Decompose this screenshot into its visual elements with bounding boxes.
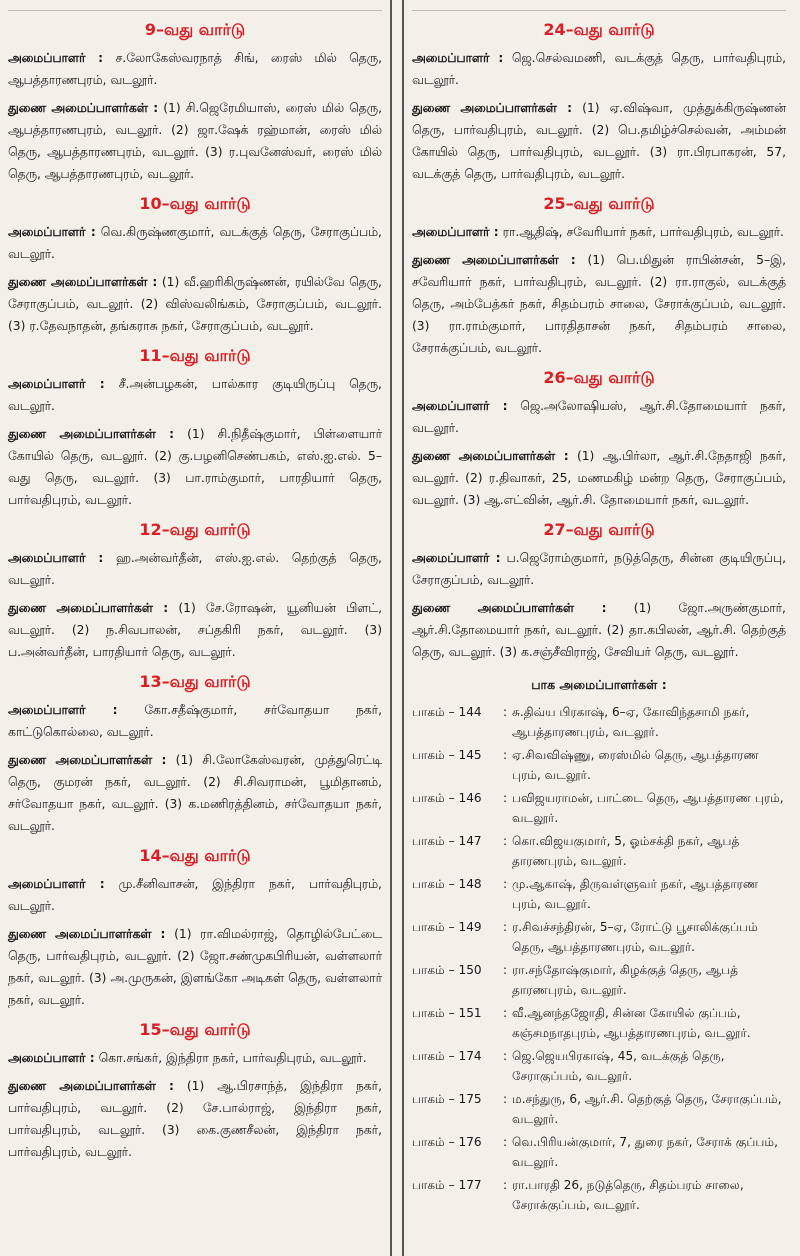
leader-entry: [412, 47, 786, 91]
part-text: சு.திவ்ய பிரகாஷ், 6–ஏ, கோவிந்தசாமி நகர், ஆபத்தாரணபுரம், வடலூர்.: [512, 705, 750, 739]
leader-text: ரா.ஆதிஷ், சவேரியார் நகர், பார்வதிபுரம், வடலூர்.: [502, 225, 784, 239]
part-separator: :: [502, 1135, 508, 1149]
leader-label: அமைப்பாளர் :: [8, 703, 118, 717]
deputies-entry: [412, 445, 786, 511]
deputies-text: (1) சி.லோகேஸ்வரன், முத்துரெட்டி தெரு, குமரன் நகர், வடலூர். (2) சி.சிவராமன், பூமிதானம், சர்வோதயா நகர், வடலூர். (3) க.மணிரத்தினம், சர்வோதயா நகர், வடலூர்.: [8, 753, 382, 833]
part-text: ஏ.சிவவிஷ்ணு, ரைஸ்மில் தெரு, ஆபத்தாரண புரம், வடலூர்.: [512, 748, 759, 782]
part-separator: :: [502, 963, 508, 977]
deputies-label: துணை அமைப்பாளர்கள் :: [8, 1079, 174, 1093]
leader-label: அமைப்பாளர் :: [8, 877, 105, 891]
leader-text: கொ.சங்கர், இந்திரா நகர், பார்வதிபுரம், வடலூர்.: [98, 1051, 367, 1065]
deputies-label: துணை அமைப்பாளர்கள் :: [8, 275, 158, 289]
leader-label: அமைப்பாளர் :: [412, 225, 499, 239]
part-label: பாகம் – 145: [412, 748, 482, 762]
part-label: பாகம் – 174: [412, 1049, 482, 1063]
deputies-entry: [8, 423, 382, 511]
leader-text: ஜெ.செல்வமணி, வடக்குத் தெரு, பார்வதிபுரம், வடலூர்.: [412, 51, 786, 87]
part-separator: :: [502, 791, 508, 805]
leader-text: ச.லோகேஸ்வரநாத் சிங், ரைஸ் மில் தெரு, ஆபத்தாரணபுரம், வடலூர்.: [8, 51, 382, 87]
part-row: [412, 745, 786, 785]
leader-text: மு.சீனிவாசன், இந்திரா நகர், பார்வதிபுரம், வடலூர்.: [8, 877, 382, 913]
part-row: [412, 917, 786, 957]
ward-block: [8, 846, 382, 1011]
part-label: பாகம் – 144: [412, 705, 482, 719]
leader-entry: [412, 395, 786, 439]
leader-entry: [8, 873, 382, 917]
part-label: பாகம் – 177: [412, 1178, 482, 1192]
cut-off-text-top: [8, 6, 382, 11]
deputies-text: (1) ரா.விமல்ராஜ், தொழில்பேட்டை தெரு, பார்வதிபுரம், வடலூர். (2) ஜோ.சண்முகபிரியன், வள்ளலார் நகர், வடலூர். (3) அ.முருகன், இளங்கோ அடிகள் தெரு, வள்ளலார் நகர், வடலூர்.: [8, 927, 382, 1007]
leader-label: அமைப்பாளர் :: [8, 225, 96, 239]
deputies-label: துணை அமைப்பாளர்கள் :: [412, 449, 569, 463]
part-separator: :: [502, 1006, 508, 1020]
part-separator: :: [502, 1092, 508, 1106]
ward-title: 26–வது வார்டு: [543, 368, 655, 387]
deputies-entry: [8, 923, 382, 1011]
part-label: பாகம் – 149: [412, 920, 482, 934]
part-row: [412, 1089, 786, 1129]
deputies-text: (1) ஏ.விஷ்வா, முத்துக்கிருஷ்ணன் தெரு, பார்வதிபுரம், வடலூர். (2) பெ.தமிழ்ச்செல்வன், அம்மன் கோயில் தெரு, பார்வதிபுரம், வடலூர். (3) ரா.பிரபாகரன், 57, வடக்குத் தெரு, பார்வதிபுரம், வடலூர்.: [412, 101, 786, 181]
deputies-text: (1) ஆ.பிரசாந்த், இந்திரா நகர், பார்வதிபுரம், வடலூர். (2) சே.பால்ராஜ், இந்திரா நகர், பார்வதிபுரம், வடலூர். (3) கை.குணசீலன், இந்திரா நகர், பார்வதிபுரம், வடலூர்.: [8, 1079, 382, 1159]
leader-entry: [412, 221, 786, 243]
part-row: [412, 702, 786, 742]
deputies-label: துணை அமைப்பாளர்கள் :: [8, 601, 169, 615]
part-text: ர.சிவச்சந்திரன், 5–ஏ, ரோட்டு பூசாலிக்குப்பம் தெரு, ஆபத்தாரணபுரம், வடலூர்.: [512, 920, 758, 954]
deputies-entry: [8, 271, 382, 337]
ward-block: [412, 368, 786, 511]
leader-entry: [8, 1047, 382, 1069]
part-label: பாகம் – 151: [412, 1006, 482, 1020]
ward-title: 11–வது வார்டு: [139, 346, 251, 365]
leader-text: வெ.கிருஷ்ணகுமார், வடக்குத் தெரு, சேராகுப்பம், வடலூர்.: [8, 225, 382, 261]
ward-title: 25–வது வார்டு: [543, 194, 655, 213]
leader-label: அமைப்பாளர் :: [8, 377, 105, 391]
deputies-text: (1) சி.ஜெரேமியாஸ், ரைஸ் மில் தெரு, ஆபத்தாரணபுரம், வடலூர். (2) ஜா.ஷேக் ரஹ்மான், ரைஸ் மில் தெரு, ஆபத்தாரணபுரம், வடலூர். (3) ர.புவனேஸ்வர், ரைஸ் மில் தெரு, ஆபத்தாரணபுரம், வடலூர்.: [8, 101, 382, 181]
leader-entry: [8, 373, 382, 417]
part-text: கொ.விஜயகுமார், 5, ஓம்சக்தி நகர், ஆபத் தாரணபுரம், வடலூர்.: [512, 834, 740, 868]
part-row: [412, 831, 786, 871]
leader-entry: [8, 547, 382, 591]
part-separator: :: [502, 877, 508, 891]
deputies-entry: [8, 597, 382, 663]
cut-off-text-top: [412, 6, 786, 11]
ward-block: [412, 20, 786, 185]
leader-label: அமைப்பாளர் :: [412, 551, 501, 565]
ward-block: [8, 1020, 382, 1163]
part-separator: :: [502, 748, 508, 762]
part-row: [412, 788, 786, 828]
part-text: ரா.சந்தோஷ்குமார், கிழக்குத் தெரு, ஆபத் தாரணபுரம், வடலூர்.: [512, 963, 739, 997]
parts-list: [412, 702, 786, 1215]
ward-block: [8, 346, 382, 511]
part-row: [412, 1046, 786, 1086]
deputies-text: (1) சி.நிதீஷ்குமார், பிள்ளையார் கோயில் தெரு, வடலூர். (2) கு.பழனிசெண்பகம், எஸ்.ஐ.எல். 5–வது தெரு, வடலூர். (3) பா.ராம்குமார், பாரதியார் தெரு, பார்வதிபுரம், வடலூர்.: [8, 427, 382, 507]
part-row: [412, 1003, 786, 1043]
deputies-label: துணை அமைப்பாளர்கள் :: [412, 253, 576, 267]
ward-title: 27–வது வார்டு: [543, 520, 655, 539]
ward-block: [8, 194, 382, 337]
leader-label: அமைப்பாளர் :: [8, 1051, 95, 1065]
part-row: [412, 960, 786, 1000]
left-column: [0, 0, 392, 1256]
part-separator: :: [502, 1049, 508, 1063]
left-ward-list: [8, 20, 382, 1163]
deputies-label: துணை அமைப்பாளர்கள் :: [8, 927, 166, 941]
part-text: ஜெ.ஜெயபிரகாஷ், 45, வடக்குத் தெரு, சேராகுப்பம், வடலூர்.: [512, 1049, 725, 1083]
part-label: பாகம் – 175: [412, 1092, 482, 1106]
part-row: [412, 1175, 786, 1215]
part-row: [412, 874, 786, 914]
deputies-text: (1) வீ.ஹரிகிருஷ்ணன், ரயில்வே தெரு, சேராகுப்பம், வடலூர். (2) விஸ்வலிங்கம், சேராகுப்பம், வடலூர். (3) ர.தேவநாதன், தங்கராசு நகர், சேராகுப்பம், வடலூர்.: [8, 275, 382, 333]
leader-text: ப.ஜெரோம்குமார், நடுத்தெரு, சின்ன குடியிருப்பு, சேராகுப்பம், வடலூர்.: [412, 551, 786, 587]
ward-block: [8, 20, 382, 185]
leader-label: அமைப்பாளர் :: [412, 51, 504, 65]
ward-block: [412, 194, 786, 359]
part-separator: :: [502, 705, 508, 719]
parts-heading: பாக அமைப்பாளர்கள் :: [531, 677, 667, 692]
part-label: பாகம் – 148: [412, 877, 482, 891]
leader-label: அமைப்பாளர் :: [412, 399, 508, 413]
ward-block: [8, 520, 382, 663]
part-text: ம.சந்துரு, 6, ஆர்.சி. தெற்குத் தெரு, சேராகுப்பம், வடலூர்.: [512, 1092, 782, 1126]
part-text: வெ.பிரியன்குமார், 7, துரை நகர், சேராக் குப்பம், வடலூர்.: [512, 1135, 778, 1169]
part-label: பாகம் – 176: [412, 1135, 482, 1149]
deputies-text: (1) சே.ரோஷன், யூனியன் பிளட், வடலூர். (2) ந.சிவபாலன், சப்தகிரி நகர், வடலூர். (3) ப.அன்வர்தீன், பாரதியார் தெரு, வடலூர்.: [8, 601, 382, 659]
leader-entry: [8, 47, 382, 91]
ward-title: 12–வது வார்டு: [139, 520, 251, 539]
part-row: [412, 1132, 786, 1172]
deputies-entry: [8, 97, 382, 185]
deputies-label: துணை அமைப்பாளர்கள் :: [8, 427, 175, 441]
right-ward-list: [412, 20, 786, 663]
part-text: வீ.ஆனந்தஜோதி, சின்ன கோயில் குப்பம், கஞ்சமநாதபுரம், ஆபத்தாரணபுரம், வடலூர்.: [512, 1006, 751, 1040]
deputies-entry: [8, 1075, 382, 1163]
part-separator: :: [502, 834, 508, 848]
deputies-text: (1) ஜோ.அருண்குமார், ஆர்.சி.தோமையார் நகர், வடலூர். (2) தா.கபிலன், ஆர்.சி. தெற்குத் தெரு, வடலூர். (3) க.சஞ்சீவிராஜ், சேவியர் தெரு, வடலூர்.: [412, 601, 786, 659]
right-column: [402, 0, 794, 1256]
part-label: பாகம் – 150: [412, 963, 482, 977]
part-text: ரா.பாரதி 26, நடுத்தெரு, சிதம்பரம் சாலை, சேராக்குப்பம், வடலூர்.: [512, 1178, 744, 1212]
ward-block: [8, 672, 382, 837]
leader-text: ஹ.அன்வர்தீன், எஸ்.ஐ.எல். தெற்குத் தெரு, வடலூர்.: [8, 551, 382, 587]
ward-title: 15–வது வார்டு: [139, 1020, 251, 1039]
deputies-label: துணை அமைப்பாளர்கள் :: [8, 101, 159, 115]
ward-title: 9–வது வார்டு: [144, 20, 246, 39]
deputies-label: துணை அமைப்பாளர்கள் :: [412, 101, 573, 115]
deputies-label: துணை அமைப்பாளர்கள் :: [8, 753, 167, 767]
deputies-entry: [412, 249, 786, 359]
deputies-entry: [8, 749, 382, 837]
leader-label: அமைப்பாளர் :: [8, 551, 104, 565]
part-label: பாகம் – 147: [412, 834, 482, 848]
deputies-text: (1) பெ.மிதுன் ராபின்சன், 5–இ, சவேரியார் நகர், பார்வதிபுரம், வடலூர். (2) ரா.ராகுல், வடக்குத் தெரு, அம்பேத்கர் நகர், சிதம்பரம் சாலை, சேராக்குப்பம், வடலூர். (3) ரா.ராம்குமார், பாரதிதாசன் நகர், சிதம்பரம் சாலை, சேராக்குப்பம், வடலூர்.: [412, 253, 786, 355]
ward-title: 14–வது வார்டு: [139, 846, 251, 865]
part-label: பாகம் – 146: [412, 791, 482, 805]
leader-entry: [412, 547, 786, 591]
part-separator: :: [502, 920, 508, 934]
leader-text: கோ.சதீஷ்குமார், சர்வோதயா நகர், காட்டுகொல்லை, வடலூர்.: [8, 703, 382, 739]
deputies-entry: [412, 597, 786, 663]
leader-entry: [8, 221, 382, 265]
leader-text: சீ.அன்பழகன், பால்கார குடியிருப்பு தெரு, வடலூர்.: [8, 377, 382, 413]
deputies-text: (1) ஆ.பிர்லா, ஆர்.சி.நேதாஜி நகர், வடலூர். (2) ர.திவாகர், 25, மணமகிழ் மன்ற தெரு, சேராகுப்பம், வடலூர். (3) ஆ.எட்வின், ஆர்.சி. தோமையார் நகர், வடலூர்.: [412, 449, 786, 507]
ward-title: 13–வது வார்டு: [139, 672, 251, 691]
part-text: மு.ஆகாஷ், திருவள்ளுவர் நகர், ஆபத்தாரண புரம், வடலூர்.: [512, 877, 759, 911]
deputies-label: துணை அமைப்பாளர்கள் :: [412, 601, 607, 615]
ward-block: [412, 520, 786, 663]
ward-title: 24–வது வார்டு: [543, 20, 655, 39]
part-separator: :: [502, 1178, 508, 1192]
ward-title: 10–வது வார்டு: [139, 194, 251, 213]
leader-label: அமைப்பாளர் :: [8, 51, 104, 65]
leader-entry: [8, 699, 382, 743]
leader-text: ஜெ.அலோஷியஸ், ஆர்.சி.தோமையார் நகர், வடலூர்.: [412, 399, 786, 435]
part-text: பவிஜயராமன், பாட்டை தெரு, ஆபத்தாரண புரம், வடலூர்.: [512, 791, 784, 825]
deputies-entry: [412, 97, 786, 185]
